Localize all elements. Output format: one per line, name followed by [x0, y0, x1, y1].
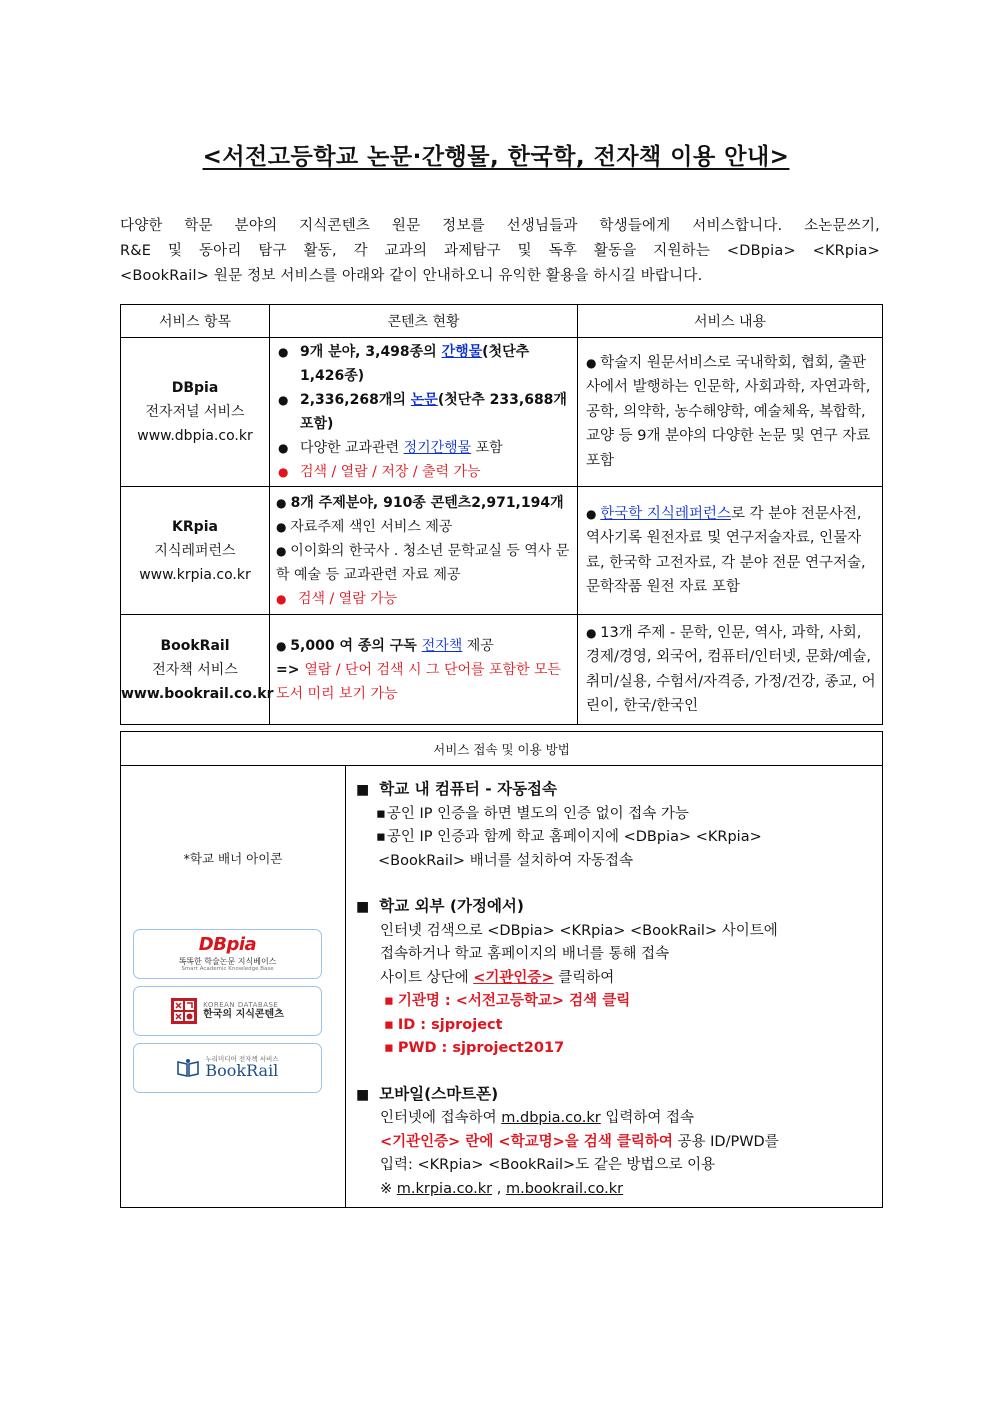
korean-studies-link[interactable]: 한국학 지식레퍼런스	[600, 505, 731, 522]
intro-line: <BookRail> 원문 정보 서비스를 아래와 같이 안내하오니 유익한 활용을 하시길 바랍니다.	[120, 268, 703, 284]
description-text: ● 학술지 원문서비스로 국내학회, 협회, 출판사에서 발행하는 인문학, 사회과학, 자연과학, 공학, 의약학, 농수해양학, 예술체육, 복합학, 교양 등 9개 분야의 다양한 논문 및 연구 자료 포함	[586, 355, 870, 469]
school-heading: ■ 학교 내 컴퓨터 - 자동접속	[356, 778, 874, 803]
contents-dbpia	[270, 338, 578, 487]
periodicals-link[interactable]: 간행물	[441, 344, 483, 360]
access-instructions	[346, 766, 883, 1208]
description-bookrail	[578, 615, 883, 725]
header-description: 서비스 내용	[578, 305, 883, 338]
intro-paragraph	[120, 214, 880, 289]
book-icon	[176, 1058, 200, 1078]
table-header-row	[121, 305, 883, 338]
description-text: 13개 주제 - 문학, 인문, 역사, 과학, 사회, 경제/경영, 외국어, 컴퓨터/인터넷, 문화/예술, 취미/실용, 수험서/자격증, 가정/건강, 종교, 어린이, 한국/한국인	[586, 624, 876, 714]
list-item: ● 9개 분야, 3,498종의 간행물(첫단추 1,426종)	[278, 340, 571, 388]
table-row-krpia	[121, 487, 883, 615]
mobile-line: ※ m.krpia.co.kr , m.bookrail.co.kr	[380, 1180, 624, 1197]
mobile-heading: ■ 모바일(스마트폰)	[356, 1083, 874, 1108]
service-subtitle: 전자저널 서비스	[145, 404, 245, 420]
header-service: 서비스 항목	[121, 305, 270, 338]
dbpia-tagline-en: Smart Academic Knowledge Base	[181, 965, 274, 972]
login-pwd: ▪ PWD : sjproject2017	[356, 1037, 874, 1061]
service-subtitle: 전자책 서비스	[152, 661, 238, 678]
page-title: <서전고등학교 논문·간행물, 한국학, 전자책 이용 안내>	[202, 144, 790, 170]
krpia-logo-icon	[171, 998, 197, 1024]
list-item: ● 8개 주제분야, 910종 콘텐츠2,971,194개	[276, 491, 571, 515]
list-item: => 열람 / 단어 검색 시 그 단어를 포함한 모든 도서 미리 보기 가능	[276, 661, 562, 702]
list-item: ● 자료주제 색인 서비스 제공	[276, 515, 571, 539]
home-line: 접속하거나 학교 홈페이지의 배너를 통해 접속	[380, 946, 670, 962]
access-table	[120, 731, 883, 1208]
mobile-dbpia-link[interactable]: m.dbpia.co.kr	[501, 1110, 601, 1126]
home-line: 인터넷 검색으로 <DBpia> <KRpia> <BookRail> 사이트에	[380, 922, 778, 939]
home-heading: ■ 학교 외부 (가정에서)	[356, 895, 874, 920]
service-name-bookrail	[121, 615, 274, 725]
description-krpia	[578, 487, 883, 615]
intro-line: 다양한 학문 분야의 지식콘텐츠 원문 정보를 선생님들과 학생들에게 서비스합니다. 소논문쓰기,	[120, 218, 880, 234]
institution-name: ▪ 기관명 : <서전고등학교> 검색 클릭	[356, 990, 874, 1014]
dbpia-tagline: 똑똑한 학술논문 지식베이스	[178, 956, 277, 966]
contents-bookrail	[270, 615, 578, 725]
list-item: ● 이이화의 한국사 . 청소년 문학교실 등 역사 문학 예술 등 교과관련 자료 제공	[276, 539, 571, 587]
service-name: KRpia	[172, 518, 218, 535]
mobile-bookrail-link[interactable]: m.bookrail.co.kr	[505, 1180, 624, 1197]
mobile-krpia-link[interactable]: m.krpia.co.kr	[396, 1180, 493, 1197]
intro-line: R&E 및 동아리 탐구 활동, 각 교과의 과제탐구 및 독후 활동을 지원하는 <DBpia> <KRpia>	[120, 243, 880, 259]
list-item: ● 검색 / 열람 가능	[276, 587, 571, 611]
service-name-krpia	[121, 487, 270, 615]
krpia-banner[interactable]	[133, 986, 322, 1036]
header-contents: 콘텐츠 현황	[270, 305, 578, 338]
login-id: ▪ ID : sjproject	[356, 1014, 874, 1038]
bookrail-tagline: 누리미디어 전자책 서비스	[205, 1055, 279, 1064]
mobile-line: 입력: <KRpia> <BookRail>도 같은 방법으로 이용	[380, 1157, 716, 1173]
home-line: 사이트 상단에 <기관인증> 클릭하여	[380, 969, 615, 986]
description-dbpia	[578, 338, 883, 487]
banner-cell	[121, 766, 346, 1208]
list-item: ● 2,336,268개의 논문(첫단추 233,688개 포함)	[278, 388, 571, 436]
banner-label: *학교 배너 아이콘	[183, 851, 283, 866]
krpia-en-label: KOREAN DATABASE	[203, 1001, 279, 1010]
bookrail-banner[interactable]	[133, 1043, 322, 1093]
list-item: ● 검색 / 열람 / 저장 / 출력 가능	[278, 460, 571, 484]
bookrail-logo: BookRail	[205, 1061, 279, 1080]
dbpia-banner[interactable]	[133, 929, 322, 979]
service-name: DBpia	[171, 380, 219, 396]
services-table	[120, 304, 883, 725]
list-item: ● 5,000 여 종의 구독 전자책 제공	[276, 634, 571, 658]
service-url: www.bookrail.co.kr	[121, 685, 274, 702]
table-row-dbpia	[121, 338, 883, 487]
school-line: <BookRail> 배너를 설치하여 자동접속	[378, 852, 633, 869]
mobile-line: <기관인증> 란에 <학교명>을 검색 클릭하여 공용 ID/PWD를	[380, 1133, 779, 1150]
contents-krpia	[270, 487, 578, 615]
service-url: www.krpia.co.kr	[139, 566, 251, 583]
mobile-line: 인터넷에 접속하여 m.dbpia.co.kr 입력하여 접속	[380, 1110, 694, 1126]
service-name-dbpia	[121, 338, 270, 487]
papers-link[interactable]: 논문	[410, 392, 438, 408]
service-name: BookRail	[160, 637, 230, 654]
service-subtitle: 지식레퍼런스	[154, 542, 236, 559]
service-url: www.dbpia.co.kr	[137, 428, 253, 444]
school-line: ▪ 공인 IP 인증을 하면 별도의 인증 없이 접속 가능	[356, 803, 874, 827]
access-header: 서비스 접속 및 이용 방법	[121, 732, 883, 766]
dbpia-logo: DBpia	[198, 933, 257, 955]
school-line: ▪ 공인 IP 인증과 함께 학교 홈페이지에 <DBpia> <KRpia>	[356, 826, 874, 850]
ebook-link[interactable]: 전자책	[421, 637, 463, 654]
krpia-ko-label: 한국의 지식콘텐츠	[203, 1009, 284, 1021]
description-text: 로 각 분야 전문사전, 역사기록 원전자료 및 연구저술자료, 인물자료, 한국학 고전자료, 각 분야 전문 연구저술, 문학작품 원전 자료 포함	[586, 505, 866, 595]
table-row-bookrail	[121, 615, 883, 725]
journals-link[interactable]: 정기간행물	[403, 440, 472, 456]
list-item: ● 다양한 교과관련 정기간행물 포함	[278, 436, 571, 460]
institution-auth-label: <기관인증>	[473, 969, 554, 986]
